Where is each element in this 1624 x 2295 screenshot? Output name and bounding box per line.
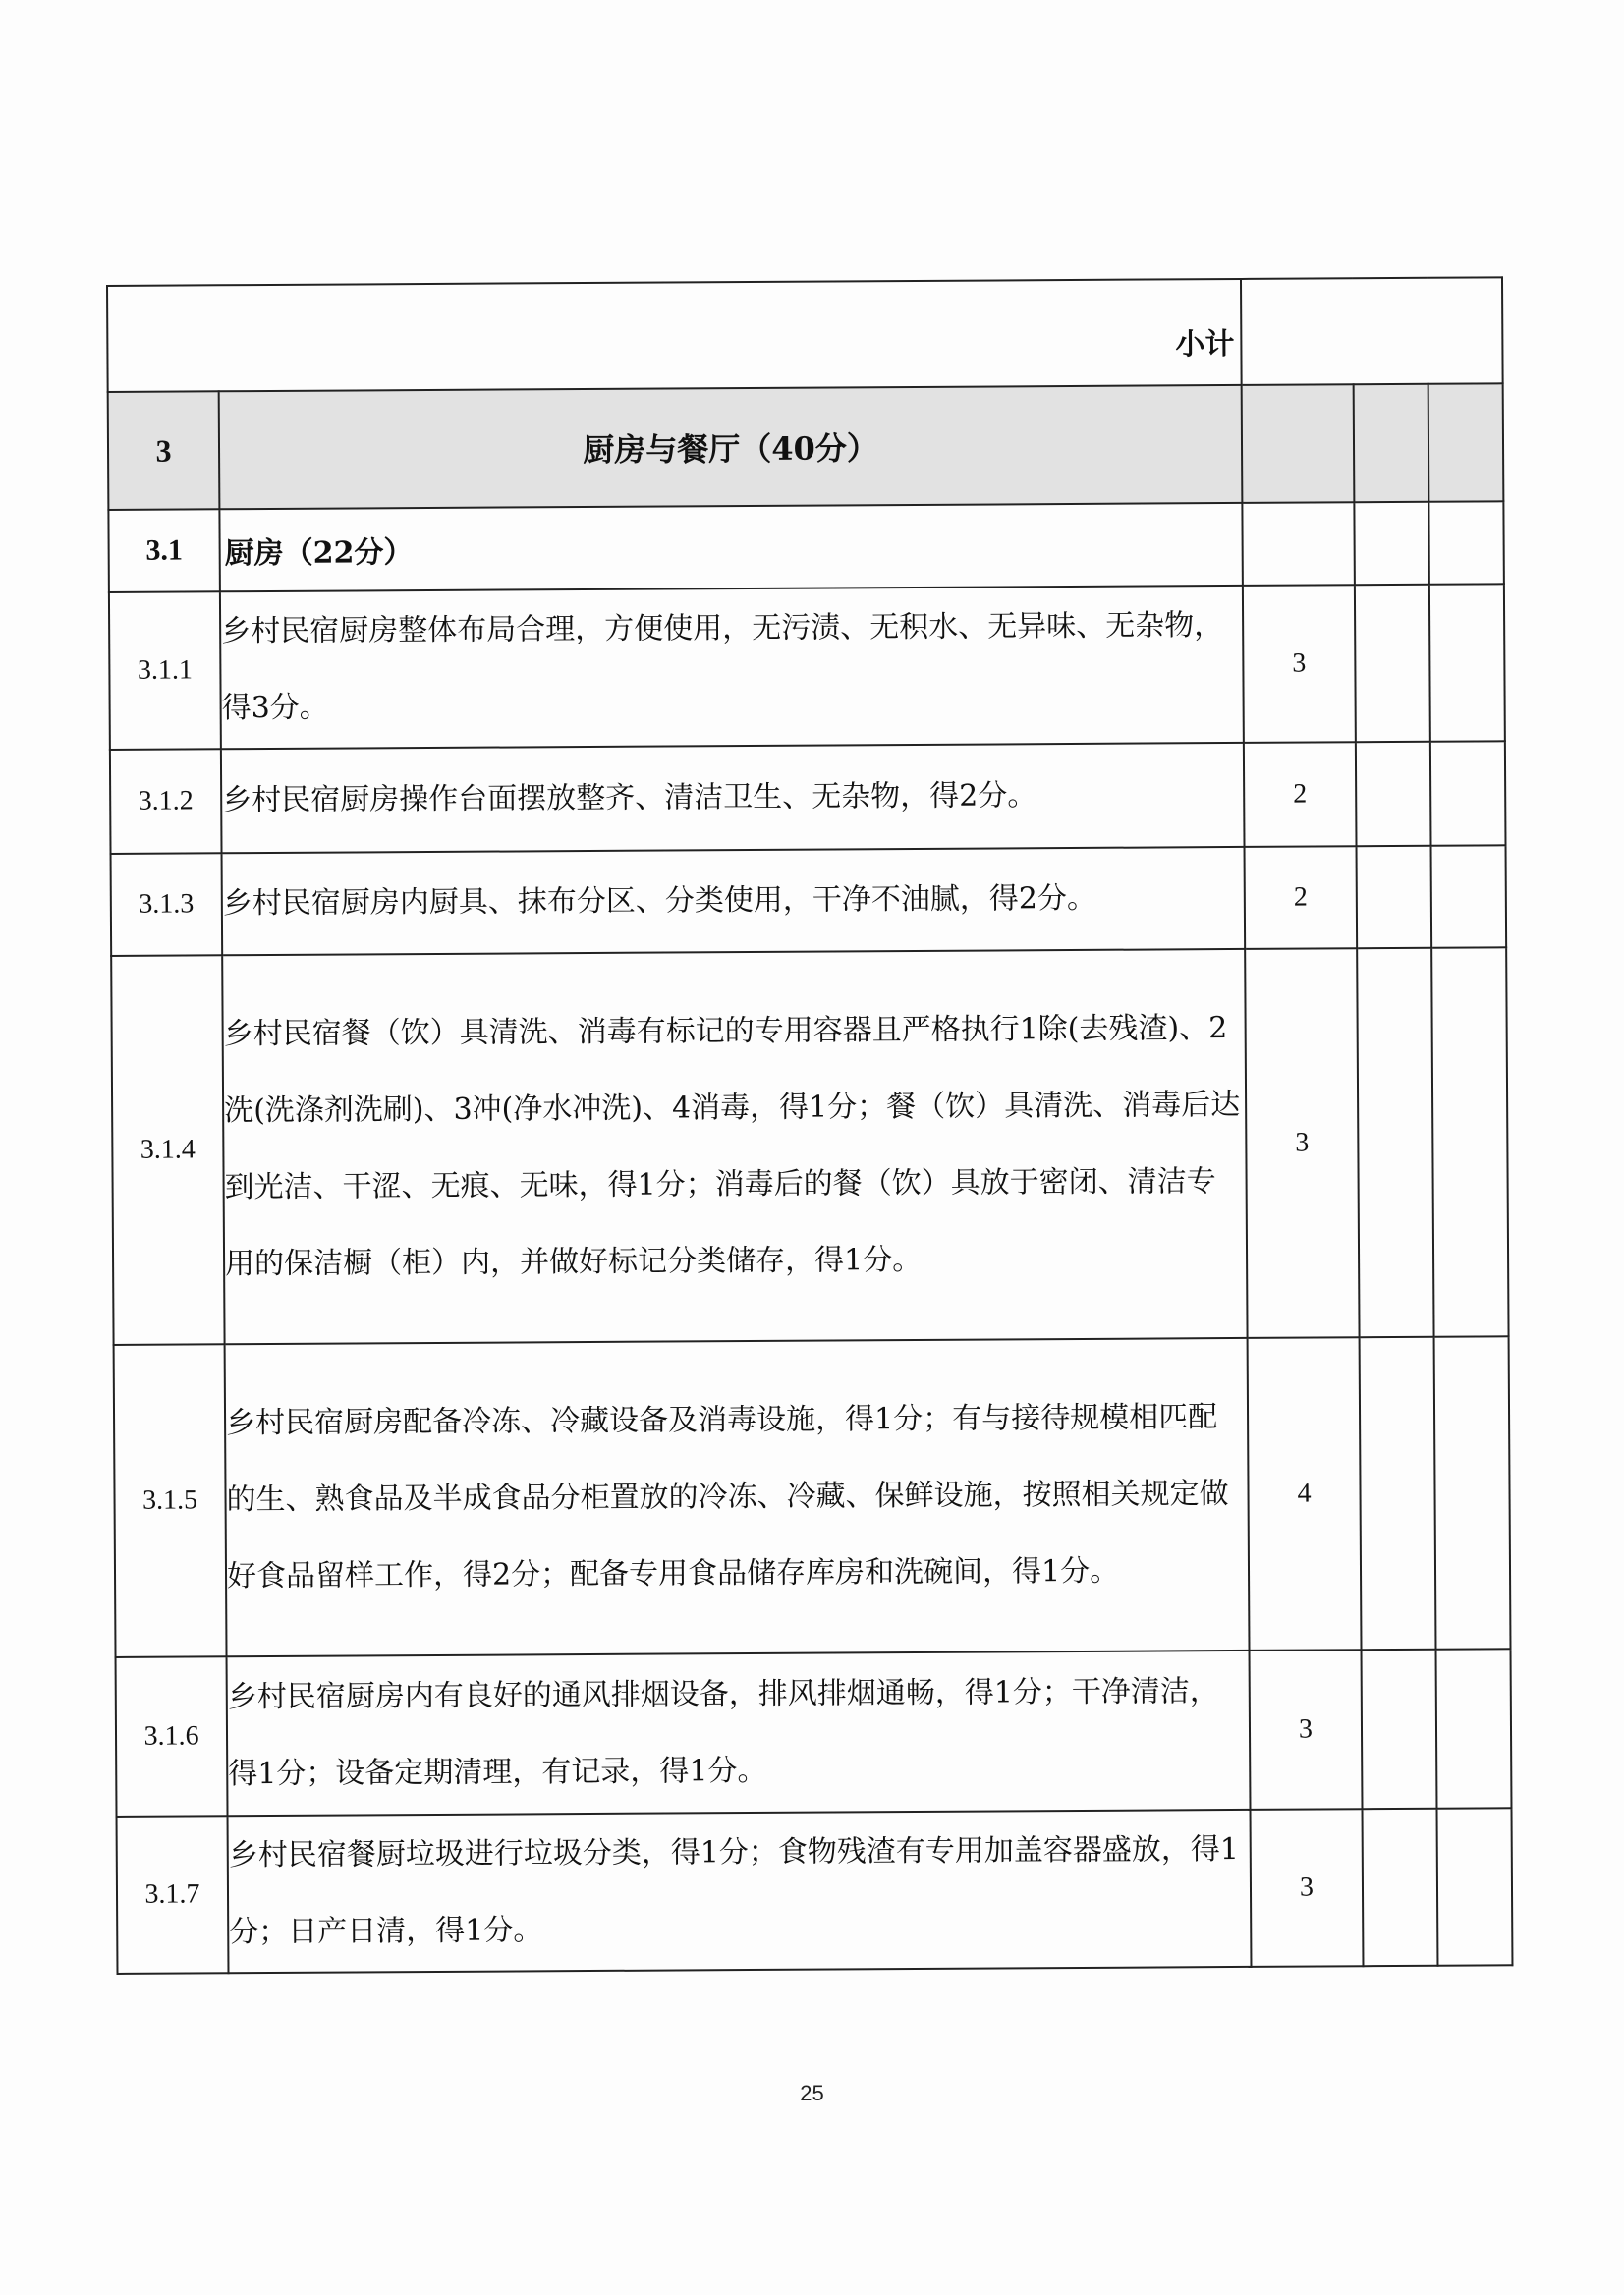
item-score: 3 [1250,1650,1363,1810]
item-blank-cell [1355,585,1430,742]
item-blank-cell [1436,1808,1512,1965]
item-blank-cell [1430,741,1506,845]
item-description: 乡村民宿餐（饮）具清洗、消毒有标记的专用容器且严格执行1除(去残渣)、2洗(洗涤剂洗刷)、3冲(净水冲洗)、4消毒，得1分；餐（饮）具清洗、消毒后达到光洁、干涩、无痕、无味，得1分；消毒后的餐（饮）具放于密闭、清洁专用的保洁橱（柜）内，并做好标记分类储存，得1分。 [222,949,1247,1344]
subsection-number: 3.1 [108,509,220,592]
item-number: 3.1.7 [117,1816,229,1974]
subtotal-row [107,277,1503,392]
item-number: 3.1.6 [116,1656,228,1817]
item-description: 乡村民宿厨房内厨具、抹布分区、分类使用，干净不油腻，得2分。 [222,847,1246,955]
item-score: 2 [1245,846,1358,949]
section-row [108,383,1504,510]
subtotal-value-cell [1241,277,1503,385]
section-number: 3 [108,391,220,510]
item-number: 3.1.3 [111,853,223,956]
item-blank-cell [1429,584,1505,741]
subsection-row [108,501,1503,592]
item-score: 3 [1245,948,1359,1338]
item-score: 3 [1251,1809,1364,1967]
item-blank-cell [1431,947,1508,1336]
item-number: 3.1.4 [111,955,224,1345]
item-score: 2 [1244,742,1357,847]
item-number: 3.1.1 [109,591,221,750]
section-title: 厨房与餐厅（40分） [219,385,1243,509]
item-blank-cell [1357,948,1433,1337]
item-number: 3.1.5 [114,1344,227,1657]
item-row [110,741,1506,854]
item-number: 3.1.2 [110,749,222,854]
section-blank-cell [1354,384,1429,502]
item-description: 乡村民宿厨房整体布局合理，方便使用，无污渍、无积水、无异味、无杂物，得3分。 [220,586,1244,749]
item-blank-cell [1431,845,1507,947]
item-blank-cell [1362,1650,1437,1809]
item-row [117,1808,1513,1974]
item-blank-cell [1434,1336,1511,1649]
page-number: 25 [800,2081,824,2105]
item-score: 3 [1243,585,1356,743]
subsection-title: 厨房（22分） [219,503,1242,591]
item-description: 乡村民宿厨房操作台面摆放整齐、清洁卫生、无杂物，得2分。 [221,743,1245,853]
item-blank-cell [1356,742,1431,846]
subsection-score-cell [1242,502,1355,586]
item-description: 乡村民宿厨房配备冷冻、冷藏设备及消毒设施，得1分；有与接待规模相匹配的生、熟食品及半成食品分柜置放的冷冻、冷藏、保鲜设施，按照相关规定做好食品留样工作，得2分；配备专用食品储存库房和洗碗间，得1分。 [225,1338,1250,1656]
scoring-table [106,276,1513,1975]
item-score: 4 [1248,1337,1362,1651]
item-blank-cell [1362,1809,1437,1966]
item-description: 乡村民宿餐厨垃圾进行垃圾分类，得1分；食物残渣有专用加盖容器盛放，得1分；日产日清，得1分。 [228,1810,1252,1973]
subtotal-label: 小计 [107,279,1242,392]
item-row [116,1649,1512,1817]
item-row [109,584,1505,750]
item-blank-cell [1436,1649,1512,1808]
item-row [111,947,1508,1345]
item-blank-cell [1360,1337,1436,1650]
section-blank-cell [1428,383,1504,501]
section-score-cell [1242,384,1355,503]
subsection-blank-cell [1354,502,1429,585]
subsection-blank-cell [1428,501,1504,584]
item-blank-cell [1357,846,1432,948]
item-row [111,845,1507,956]
item-description: 乡村民宿厨房内有良好的通风排烟设备，排风排烟通畅，得1分；干净清洁，得1分；设备定期清理，有记录，得1分。 [227,1651,1251,1816]
item-row [114,1336,1511,1657]
